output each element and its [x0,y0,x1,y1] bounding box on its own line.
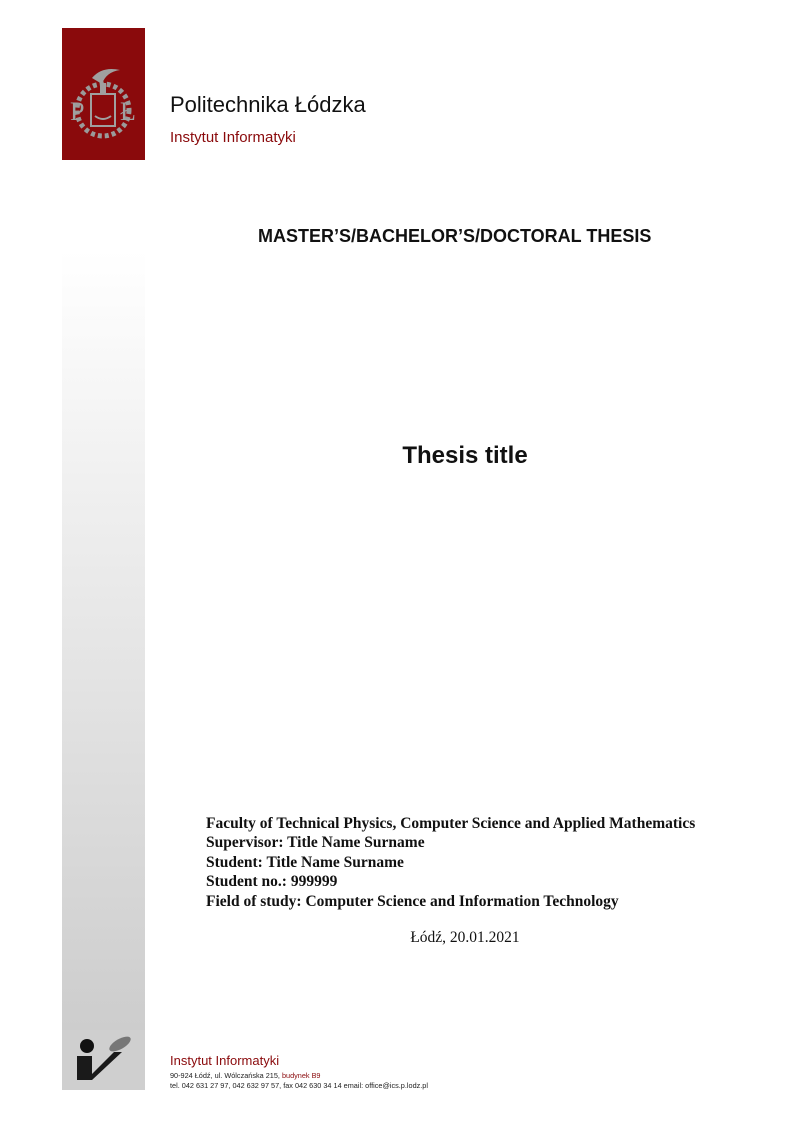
building: budynek B9 [281,1071,321,1080]
svg-text:P: P [70,97,85,126]
supervisor: Supervisor: Title Name Surname [206,834,425,852]
student-number: Student no.: 999999 [206,873,338,891]
faculty: Faculty of Technical Physics, Computer Science and Applied Mathematics [206,815,696,832]
address-text: 90-924 Łódź, ul. Wólczańska 215, [170,1071,282,1080]
place-date: Łódź, 20.01.2021 [410,929,520,946]
footer-contact: tel. 042 631 27 97, 042 632 97 57, fax 042 630 34 14 email: office@ics.p.lodz.pl [170,1081,428,1090]
gradient-sidebar [62,250,145,1090]
university-name: Politechnika Łódzka [170,92,366,117]
svg-text:Ł: Ł [120,97,136,126]
institute-name: Instytut Informatyki [170,129,296,146]
footer-institute: Instytut Informatyki [170,1053,280,1068]
thesis-info [206,814,695,911]
thesis-type: MASTER’S/BACHELOR’S/DOCTORAL THESIS [258,226,652,246]
student: Student: Title Name Surname [206,853,404,871]
thesis-title: Thesis title [402,442,528,469]
university-logo [62,28,145,160]
field-of-study: Field of study: Computer Science and Information Technology [206,892,619,910]
institute-logo [62,1030,145,1090]
footer-address [170,1071,321,1080]
